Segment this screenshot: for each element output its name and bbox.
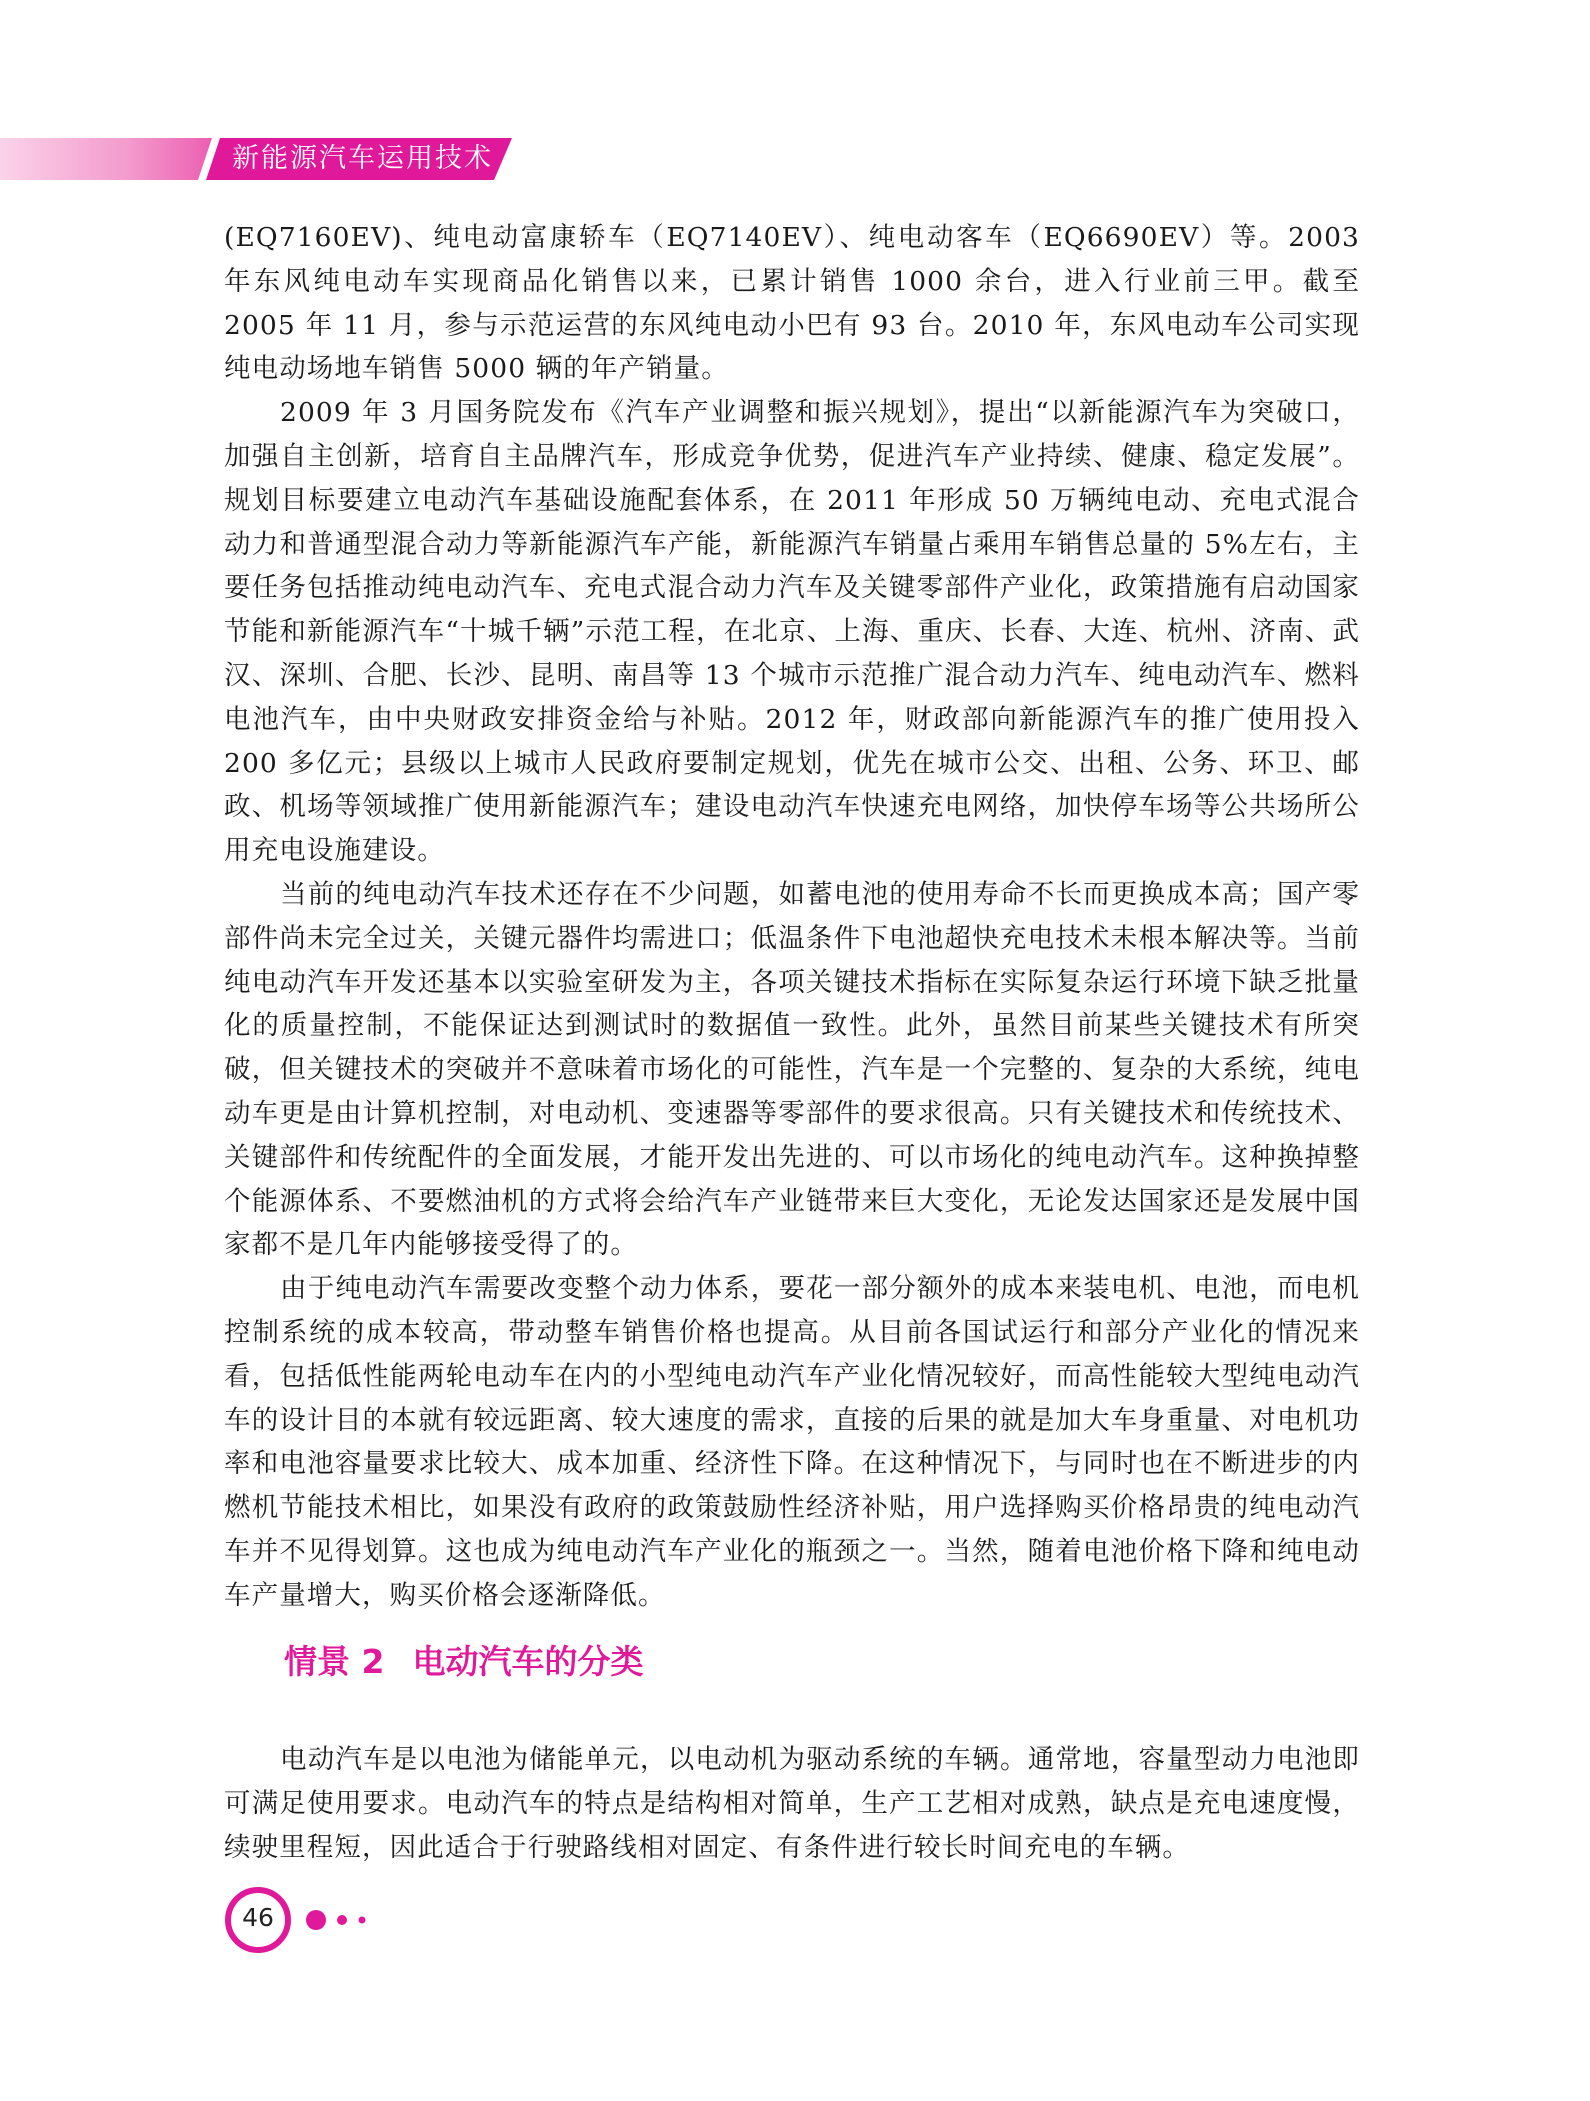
body-text bbox=[224, 216, 1360, 1618]
decor-dot-medium bbox=[337, 1915, 347, 1925]
paragraph: 当前的纯电动汽车技术还存在不少问题，如蓄电池的使用寿命不长而更换成本高；国产零部件尚未完全过关，关键元器件均需进口；低温条件下电池超快充电技术未根本解决等。当前纯电动汽车开发还基本以实验室研发为主，各项关键技术指标在实际复杂运行环境下缺乏批量化的质量控制，不能保证达到测试时的数据值一致性。此外，虽然目前某些关键技术有所突破，但关键技术的突破并不意味着市场化的可能性，汽车是一个完整的、复杂的大系统，纯电动车更是由计算机控制，对电动机、变速器等零部件的要求很高。只有关键技术和传统技术、关键部件和传统配件的全面发展，才能开发出先进的、可以市场化的纯电动汽车。这种换掉整个能源体系、不要燃油机的方式将会给汽车产业链带来巨大变化，无论发达国家还是发展中国家都不是几年内能够接受得了的。 bbox=[224, 878, 1360, 1261]
decor-dot-large bbox=[306, 1910, 326, 1930]
section-title: 电动汽车的分类 bbox=[412, 1642, 644, 1681]
paragraph: 由于纯电动汽车需要改变整个动力体系，要花一部分额外的成本来装电机、电池，而电机控制系统的成本较高，带动整车销售价格也提高。从目前各国试运行和部分产业化的情况来看，包括低性能两轮电动车在内的小型纯电动汽车产业化情况较好，而高性能较大型纯电动汽车的设计目的本就有较远距离、较大速度的需求，直接的后果的就是加大车身重量、对电机功率和电池容量要求比较大、成本加重、经济性下降。在这种情况下，与同时也在不断进步的内燃机节能技术相比，如果没有政府的政策鼓励性经济补贴，用户选择购买价格昂贵的纯电动汽车并不见得划算。这也成为纯电动汽车产业化的瓶颈之一。当然，随着电池价格下降和纯电动车产量增大，购买价格会逐渐降低。 bbox=[224, 1273, 1360, 1611]
paragraph: (EQ7160EV)、纯电动富康轿车（EQ7140EV）、纯电动客车（EQ6690EV）等。2003 年东风纯电动车实现商品化销售以来，已累计销售 1000 余台，进入行业前三甲。截至 2005 年 11 月，参与示范运营的东风纯电动小巴有 93 台。2010 年，东风电动车公司实现纯电动场地车销售 5000 辆的年产销量。 bbox=[224, 222, 1360, 385]
paragraph: 电动汽车是以电池为储能单元，以电动机为驱动系统的车辆。通常地，容量型动力电池即可满足使用要求。电动汽车的特点是结构相对简单，生产工艺相对成熟，缺点是充电速度慢，续驶里程短，因此适合于行驶路线相对固定、有条件进行较长时间充电的车辆。 bbox=[224, 1744, 1360, 1863]
section-number: 情景 2 bbox=[284, 1642, 385, 1681]
decor-dot-small bbox=[359, 1917, 366, 1924]
section-body-text bbox=[224, 1738, 1360, 1869]
page-number: 46 bbox=[242, 1903, 274, 1932]
book-title: 新能源汽车运用技术 bbox=[232, 143, 493, 174]
paragraph: 2009 年 3 月国务院发布《汽车产业调整和振兴规划》，提出“以新能源汽车为突破口，加强自主创新，培育自主品牌汽车，形成竞争优势，促进汽车产业持续、健康、稳定发展”。规划目标要建立电动汽车基础设施配套体系，在 2011 年形成 50 万辆纯电动、充电式混合动力和普通型混合动力等新能源汽车产能，新能源汽车销量占乘用车销售总量的 5%左右，主要任务包括推动纯电动汽车、充电式混合动力汽车及关键零部件产业化，政策措施有启动国家节能和新能源汽车“十城千辆”示范工程，在北京、上海、重庆、长春、大连、杭州、济南、武汉、深圳、合肥、长沙、昆明、南昌等 13 个城市示范推广混合动力汽车、纯电动汽车、燃料电池汽车，由中央财政安排资金给与补贴。2012 年，财政部向新能源汽车的推广使用投入 200 多亿元；县级以上城市人民政府要制定规划，优先在城市公交、出租、公务、环卫、邮政、机场等领域推广使用新能源汽车；建设电动汽车快速充电网络，加快停车场等公共场所公用充电设施建设。 bbox=[224, 397, 1360, 867]
section-heading bbox=[284, 1640, 643, 1684]
